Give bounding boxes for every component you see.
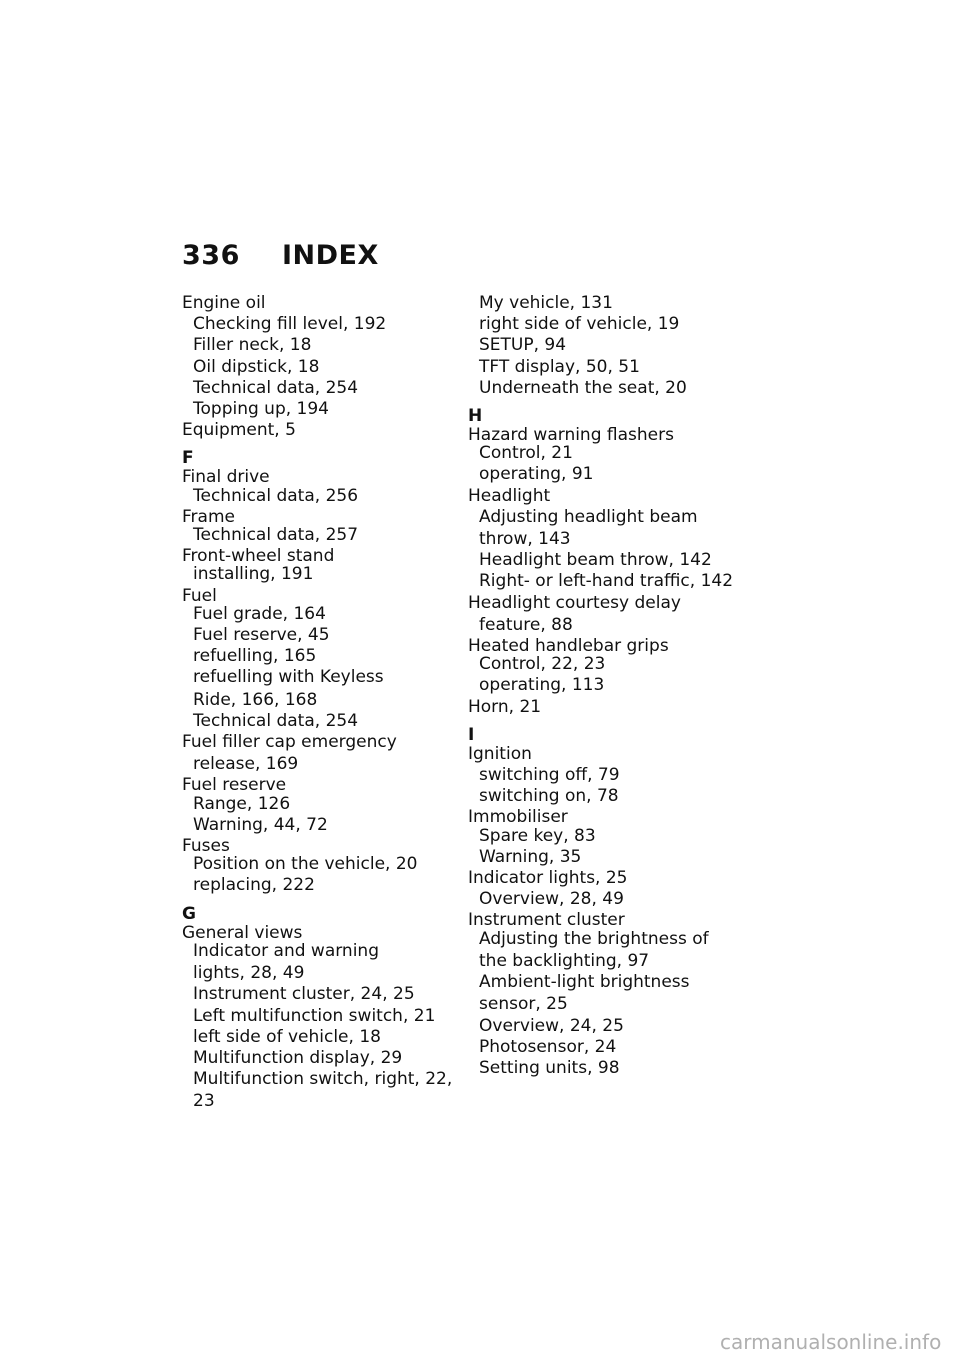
index-column-right bbox=[468, 293, 753, 1079]
index-subentry: Ride, 166, 168 bbox=[193, 689, 318, 710]
index-subentry: Instrument cluster, 24, 25 bbox=[193, 984, 415, 1005]
index-subentry: Photosensor, 24 bbox=[479, 1036, 617, 1057]
index-entry: Immobiliser bbox=[468, 807, 568, 828]
index-subentry: refuelling with Keyless bbox=[193, 667, 384, 688]
index-section-letter: H bbox=[468, 406, 483, 427]
index-entry: Heated handlebar grips bbox=[468, 636, 669, 657]
index-subentry: Checking fill level, 192 bbox=[193, 314, 387, 335]
index-subentry: Spare key, 83 bbox=[479, 825, 596, 846]
index-entry: Ignition bbox=[468, 743, 532, 764]
index-subentry: Technical data, 254 bbox=[193, 710, 359, 731]
index-entry: Frame bbox=[182, 506, 235, 527]
index-subentry: Overview, 24, 25 bbox=[479, 1015, 624, 1036]
index-subentry: Multifunction switch, right, 22, bbox=[193, 1069, 453, 1090]
index-entry: Instrument cluster bbox=[468, 910, 625, 931]
index-entry: Engine oil bbox=[182, 293, 266, 313]
index-subentry: Underneath the seat, 20 bbox=[479, 377, 687, 398]
index-subentry: switching on, 78 bbox=[479, 786, 619, 807]
index-entry: Front-wheel stand bbox=[182, 546, 335, 567]
index-subentry: feature, 88 bbox=[479, 614, 573, 635]
index-subentry: Fuel grade, 164 bbox=[193, 603, 326, 624]
index-subentry: Left multifunction switch, 21 bbox=[193, 1005, 436, 1026]
index-subentry: Fuel reserve, 45 bbox=[193, 625, 330, 646]
index-subentry: Adjusting headlight beam bbox=[479, 506, 698, 527]
index-subentry: replacing, 222 bbox=[193, 875, 315, 896]
index-subentry: refuelling, 165 bbox=[193, 646, 317, 667]
index-entry: Equipment, 5 bbox=[182, 420, 296, 441]
index-subentry: Topping up, 194 bbox=[193, 399, 329, 420]
index-entry: General views bbox=[182, 922, 303, 943]
index-section-letter: F bbox=[182, 448, 194, 469]
index-column-left bbox=[182, 293, 467, 1113]
index-subentry: right side of vehicle, 19 bbox=[479, 314, 680, 335]
index-subentry: Technical data, 257 bbox=[193, 525, 359, 546]
index-subentry: Headlight beam throw, 142 bbox=[479, 550, 712, 571]
index-entry: Hazard warning flashers bbox=[468, 425, 674, 446]
index-entry: Headlight courtesy delay bbox=[468, 592, 681, 613]
index-subentry: Control, 22, 23 bbox=[479, 654, 606, 675]
index-entry: Fuel bbox=[182, 585, 217, 606]
index-entry: Horn, 21 bbox=[468, 696, 542, 717]
index-subentry: Warning, 35 bbox=[479, 846, 582, 867]
index-subentry: release, 169 bbox=[193, 754, 299, 775]
index-subentry: Oil dipstick, 18 bbox=[193, 356, 320, 377]
index-subentry: Filler neck, 18 bbox=[193, 335, 312, 356]
index-subentry: Multifunction display, 29 bbox=[193, 1047, 403, 1068]
index-subentry: Right- or left-hand traffic, 142 bbox=[479, 571, 734, 592]
index-subentry: Warning, 44, 72 bbox=[193, 814, 328, 835]
index-subentry: TFT display, 50, 51 bbox=[479, 356, 640, 377]
index-subentry: operating, 113 bbox=[479, 675, 605, 696]
index-subentry: Control, 21 bbox=[479, 443, 573, 464]
index-section-letter: G bbox=[182, 903, 196, 924]
index-entry: Fuel reserve bbox=[182, 775, 287, 796]
index-entry: Fuses bbox=[182, 836, 230, 857]
index-subentry: 23 bbox=[193, 1091, 215, 1112]
index-subentry: Position on the vehicle, 20 bbox=[193, 854, 418, 875]
index-subentry: Indicator and warning bbox=[193, 940, 379, 961]
page-title: INDEX bbox=[282, 240, 379, 271]
index-subentry: lights, 28, 49 bbox=[193, 963, 305, 984]
index-subentry: Range, 126 bbox=[193, 793, 291, 814]
index-entry: Indicator lights, 25 bbox=[468, 868, 628, 889]
index-subentry: the backlighting, 97 bbox=[479, 950, 650, 971]
index-subentry: left side of vehicle, 18 bbox=[193, 1026, 381, 1047]
index-subentry: switching off, 79 bbox=[479, 765, 620, 786]
index-subentry: Adjusting the brightness of bbox=[479, 928, 709, 949]
index-subentry: SETUP, 94 bbox=[479, 335, 567, 356]
index-subentry: Ambient-light brightness bbox=[479, 972, 690, 993]
index-entry: Fuel filler cap emergency bbox=[182, 732, 397, 753]
index-subentry: Setting units, 98 bbox=[479, 1057, 620, 1078]
index-subentry: Technical data, 254 bbox=[193, 377, 359, 398]
index-subentry: Overview, 28, 49 bbox=[479, 889, 624, 910]
index-section-letter: I bbox=[468, 724, 475, 745]
index-entry: Headlight bbox=[468, 485, 551, 506]
watermark: carmanualsonline.info bbox=[720, 1330, 942, 1354]
index-subentry: throw, 143 bbox=[479, 529, 571, 550]
index-subentry: sensor, 25 bbox=[479, 994, 568, 1015]
index-subentry: My vehicle, 131 bbox=[479, 293, 613, 313]
index-subentry: operating, 91 bbox=[479, 464, 594, 485]
page-number: 336 bbox=[182, 240, 240, 271]
index-subentry: installing, 191 bbox=[193, 564, 314, 585]
index-subentry: Technical data, 256 bbox=[193, 485, 359, 506]
index-entry: Final drive bbox=[182, 467, 270, 488]
